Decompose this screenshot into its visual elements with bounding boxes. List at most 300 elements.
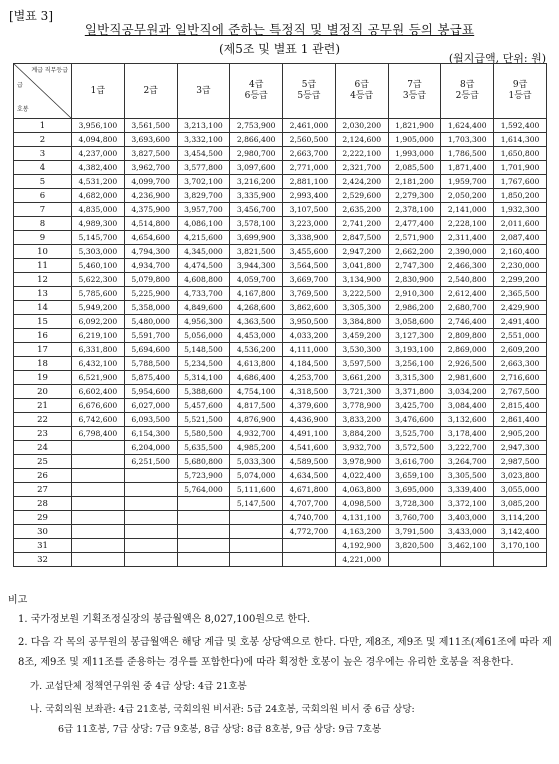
salary-cell: 3,827,500	[124, 147, 177, 161]
salary-cell: 2,529,600	[335, 189, 388, 203]
salary-cell: 2,635,200	[335, 203, 388, 217]
salary-cell: 2,910,300	[388, 287, 441, 301]
step-number-cell: 11	[14, 259, 72, 273]
salary-cell: 3,659,100	[388, 469, 441, 483]
salary-cell: 3,721,300	[335, 385, 388, 399]
salary-cell: 2,160,400	[494, 245, 547, 259]
salary-cell: 2,491,400	[494, 315, 547, 329]
salary-cell: 2,311,400	[441, 231, 494, 245]
salary-cell: 3,829,700	[177, 189, 230, 203]
column-header	[283, 64, 336, 119]
salary-cell: 3,962,700	[124, 161, 177, 175]
salary-cell: 4,956,300	[177, 315, 230, 329]
step-number-cell: 24	[14, 441, 72, 455]
salary-cell: 4,531,200	[72, 175, 125, 189]
salary-cell: 2,050,200	[441, 189, 494, 203]
step-number-cell: 21	[14, 399, 72, 413]
salary-cell: 3,455,600	[283, 245, 336, 259]
salary-cell: 2,390,000	[441, 245, 494, 259]
salary-cell: 2,947,300	[494, 441, 547, 455]
note-2-a: 가. 교섭단체 정책연구위원 중 4급 상당: 4급 21호봉	[30, 681, 247, 692]
column-header-label: 5급	[301, 80, 317, 90]
salary-cell	[72, 525, 125, 539]
salary-cell: 1,614,300	[494, 133, 547, 147]
column-header-label: 1급	[90, 85, 106, 96]
table-row	[14, 231, 547, 245]
table-row	[14, 385, 547, 399]
salary-cell: 6,154,300	[124, 427, 177, 441]
salary-cell: 2,663,700	[283, 147, 336, 161]
column-header	[72, 64, 125, 119]
salary-cell: 3,425,700	[388, 399, 441, 413]
salary-cell: 5,622,300	[72, 273, 125, 287]
table-row	[14, 203, 547, 217]
step-number-cell: 15	[14, 315, 72, 329]
note-2: 2. 다음 각 목의 공무원의 봉급월액은 해당 계급 및 호봉 상당액으로 한다. 다만, 제8조, 제9조 및 제11조(제61조에 따라 제8조, 제9조 및 제11조를 준용하는 경우를 포함한다)에 따라 획정한 호봉이 높은 경우에는 유리한 호봉을 적용한다.	[18, 637, 552, 668]
salary-cell: 2,141,000	[441, 203, 494, 217]
step-number-cell: 27	[14, 483, 72, 497]
step-number-cell: 20	[14, 385, 72, 399]
salary-cell: 2,980,700	[230, 147, 283, 161]
salary-cell: 5,111,600	[230, 483, 283, 497]
salary-cell: 3,264,700	[441, 455, 494, 469]
salary-cell: 2,540,800	[441, 273, 494, 287]
salary-cell: 4,733,700	[177, 287, 230, 301]
salary-cell: 5,056,000	[177, 329, 230, 343]
salary-cell: 4,608,800	[177, 273, 230, 287]
salary-cell: 2,222,100	[335, 147, 388, 161]
salary-cell: 3,023,800	[494, 469, 547, 483]
salary-cell	[72, 455, 125, 469]
salary-cell: 3,134,900	[335, 273, 388, 287]
salary-cell: 2,986,200	[388, 301, 441, 315]
salary-cell: 5,457,600	[177, 399, 230, 413]
salary-cell: 4,253,700	[283, 371, 336, 385]
salary-cell: 6,432,100	[72, 357, 125, 371]
salary-cell: 4,111,000	[283, 343, 336, 357]
salary-cell: 4,849,600	[177, 301, 230, 315]
salary-cell: 4,835,000	[72, 203, 125, 217]
column-header	[177, 64, 230, 119]
salary-cell: 4,221,000	[335, 553, 388, 567]
salary-cell: 3,525,700	[388, 427, 441, 441]
salary-cell: 4,022,400	[335, 469, 388, 483]
step-number-cell: 32	[14, 553, 72, 567]
table-row	[14, 483, 547, 497]
salary-cell: 6,676,600	[72, 399, 125, 413]
salary-cell: 2,809,800	[441, 329, 494, 343]
salary-cell: 4,589,500	[283, 455, 336, 469]
salary-cell	[124, 525, 177, 539]
salary-cell: 2,461,000	[283, 119, 336, 133]
salary-cell: 4,167,800	[230, 287, 283, 301]
step-number-cell: 9	[14, 231, 72, 245]
step-number-cell: 16	[14, 329, 72, 343]
salary-cell: 3,058,600	[388, 315, 441, 329]
salary-cell: 3,107,500	[283, 203, 336, 217]
step-number-cell: 17	[14, 343, 72, 357]
step-number-cell: 5	[14, 175, 72, 189]
salary-cell	[177, 539, 230, 553]
salary-cell	[283, 539, 336, 553]
salary-cell: 2,981,600	[441, 371, 494, 385]
salary-cell: 4,215,600	[177, 231, 230, 245]
salary-cell: 1,821,900	[388, 119, 441, 133]
salary-cell: 2,560,500	[283, 133, 336, 147]
salary-cell: 5,148,500	[177, 343, 230, 357]
salary-cell: 5,591,700	[124, 329, 177, 343]
salary-cell: 6,093,500	[124, 413, 177, 427]
salary-cell: 4,318,500	[283, 385, 336, 399]
salary-cell: 5,694,600	[124, 343, 177, 357]
salary-cell: 1,650,800	[494, 147, 547, 161]
salary-cell: 2,947,200	[335, 245, 388, 259]
table-row	[14, 497, 547, 511]
salary-cell: 4,934,700	[124, 259, 177, 273]
salary-cell: 4,740,700	[283, 511, 336, 525]
salary-cell: 3,833,200	[335, 413, 388, 427]
salary-cell: 5,875,400	[124, 371, 177, 385]
salary-cell	[388, 553, 441, 567]
salary-cell: 3,578,100	[230, 217, 283, 231]
table-row	[14, 441, 547, 455]
salary-cell: 2,609,200	[494, 343, 547, 357]
salary-cell: 3,384,800	[335, 315, 388, 329]
step-number-cell: 30	[14, 525, 72, 539]
step-number-cell: 18	[14, 357, 72, 371]
salary-cell: 2,716,600	[494, 371, 547, 385]
salary-cell: 2,228,100	[441, 217, 494, 231]
salary-cell: 6,602,400	[72, 385, 125, 399]
table-row	[14, 287, 547, 301]
salary-cell: 2,085,500	[388, 161, 441, 175]
salary-cell: 2,815,400	[494, 399, 547, 413]
salary-cell	[230, 539, 283, 553]
salary-cell: 5,764,000	[177, 483, 230, 497]
salary-cell: 3,597,500	[335, 357, 388, 371]
table-row	[14, 217, 547, 231]
salary-cell	[72, 483, 125, 497]
salary-cell: 3,339,400	[441, 483, 494, 497]
salary-cell: 2,866,400	[230, 133, 283, 147]
salary-cell: 4,686,400	[230, 371, 283, 385]
pay-table	[13, 63, 547, 567]
table-row	[14, 273, 547, 287]
salary-cell: 2,881,100	[283, 175, 336, 189]
salary-cell: 6,204,000	[124, 441, 177, 455]
salary-cell: 5,723,900	[177, 469, 230, 483]
salary-cell: 3,371,800	[388, 385, 441, 399]
salary-cell: 4,192,900	[335, 539, 388, 553]
salary-cell: 3,862,600	[283, 301, 336, 315]
column-header-label: 3급	[196, 85, 211, 96]
salary-cell: 3,932,700	[335, 441, 388, 455]
table-row	[14, 133, 547, 147]
column-header-label: 2등급	[455, 91, 479, 101]
salary-cell: 6,092,200	[72, 315, 125, 329]
salary-cell: 3,332,100	[177, 133, 230, 147]
column-header-label: 7급	[407, 80, 422, 90]
salary-cell	[441, 553, 494, 567]
salary-cell: 3,084,400	[441, 399, 494, 413]
table-row	[14, 301, 547, 315]
salary-cell: 4,707,700	[283, 497, 336, 511]
salary-cell: 2,747,300	[388, 259, 441, 273]
salary-cell: 2,847,500	[335, 231, 388, 245]
salary-cell: 2,662,200	[388, 245, 441, 259]
salary-cell: 4,453,000	[230, 329, 283, 343]
salary-cell: 2,905,200	[494, 427, 547, 441]
step-number-cell: 29	[14, 511, 72, 525]
note-2-b-line-2: 6급 11호봉, 7급 상당: 7급 9호봉, 8급 상당: 8급 8호봉, 9급 상당: 9급 7호봉	[58, 724, 382, 735]
salary-cell	[72, 553, 125, 567]
salary-cell: 3,085,200	[494, 497, 547, 511]
salary-cell: 3,213,100	[177, 119, 230, 133]
salary-cell: 3,616,700	[388, 455, 441, 469]
salary-cell: 3,142,400	[494, 525, 547, 539]
note-1: 1. 국가정보원 기획조정실장의 봉급월액은 8,027,100원으로 한다.	[18, 614, 311, 625]
table-row	[14, 343, 547, 357]
salary-cell: 3,055,000	[494, 483, 547, 497]
salary-cell: 4,474,500	[177, 259, 230, 273]
salary-cell: 3,978,900	[335, 455, 388, 469]
salary-cell: 6,027,000	[124, 399, 177, 413]
salary-cell: 4,654,600	[124, 231, 177, 245]
step-number-cell: 25	[14, 455, 72, 469]
salary-cell: 3,459,200	[335, 329, 388, 343]
salary-cell: 2,869,000	[441, 343, 494, 357]
salary-cell: 6,742,600	[72, 413, 125, 427]
salary-cell: 1,871,400	[441, 161, 494, 175]
salary-cell: 5,234,500	[177, 357, 230, 371]
salary-cell	[177, 497, 230, 511]
salary-cell: 1,701,900	[494, 161, 547, 175]
column-header-label: 4급	[248, 80, 264, 90]
table-row	[14, 175, 547, 189]
column-header	[124, 64, 177, 119]
salary-cell: 5,074,000	[230, 469, 283, 483]
salary-cell: 2,680,700	[441, 301, 494, 315]
salary-cell: 2,299,200	[494, 273, 547, 287]
salary-cell: 4,379,600	[283, 399, 336, 413]
salary-cell: 4,363,500	[230, 315, 283, 329]
salary-cell: 3,695,000	[388, 483, 441, 497]
salary-cell: 4,536,200	[230, 343, 283, 357]
salary-cell: 4,059,700	[230, 273, 283, 287]
salary-cell: 3,403,000	[441, 511, 494, 525]
salary-cell: 2,771,000	[283, 161, 336, 175]
column-header	[494, 64, 547, 119]
document-subtitle: (제5조 및 별표 1 관련)	[218, 42, 341, 56]
step-number-cell: 2	[14, 133, 72, 147]
column-header-label: 2급	[143, 85, 158, 96]
salary-cell: 4,375,900	[124, 203, 177, 217]
salary-cell: 1,932,300	[494, 203, 547, 217]
step-number-cell: 19	[14, 371, 72, 385]
salary-cell: 3,305,500	[441, 469, 494, 483]
salary-cell	[72, 469, 125, 483]
salary-cell: 2,466,300	[441, 259, 494, 273]
document-title: 일반직공무원과 일반직에 준하는 특정직 및 별정직 공무원 등의 봉급표	[84, 22, 475, 37]
salary-cell: 5,788,500	[124, 357, 177, 371]
salary-cell: 2,612,400	[441, 287, 494, 301]
salary-cell: 3,034,200	[441, 385, 494, 399]
pay-table-body	[14, 119, 547, 567]
salary-cell: 5,521,500	[177, 413, 230, 427]
salary-cell	[124, 553, 177, 567]
step-number-cell: 3	[14, 147, 72, 161]
salary-cell: 3,114,200	[494, 511, 547, 525]
column-header-label: 4등급	[350, 91, 374, 101]
salary-cell: 3,820,500	[388, 539, 441, 553]
salary-cell	[494, 553, 547, 567]
salary-cell: 6,521,900	[72, 371, 125, 385]
salary-cell: 5,580,500	[177, 427, 230, 441]
table-row	[14, 329, 547, 343]
table-row	[14, 413, 547, 427]
salary-cell: 5,388,600	[177, 385, 230, 399]
salary-cell: 5,033,300	[230, 455, 283, 469]
salary-cell: 2,571,900	[388, 231, 441, 245]
salary-cell: 5,460,100	[72, 259, 125, 273]
salary-cell: 3,572,500	[388, 441, 441, 455]
salary-cell: 3,699,900	[230, 231, 283, 245]
salary-cell: 1,959,700	[441, 175, 494, 189]
salary-cell: 3,769,500	[283, 287, 336, 301]
salary-cell: 2,365,500	[494, 287, 547, 301]
salary-cell: 2,124,600	[335, 133, 388, 147]
salary-cell: 2,753,900	[230, 119, 283, 133]
salary-cell: 3,256,100	[388, 357, 441, 371]
salary-cell: 4,682,000	[72, 189, 125, 203]
salary-cell	[124, 483, 177, 497]
salary-cell: 3,223,000	[283, 217, 336, 231]
step-number-cell: 7	[14, 203, 72, 217]
salary-cell: 1,993,000	[388, 147, 441, 161]
salary-cell: 3,884,200	[335, 427, 388, 441]
salary-cell: 1,905,000	[388, 133, 441, 147]
salary-cell: 4,063,800	[335, 483, 388, 497]
salary-cell: 1,767,600	[494, 175, 547, 189]
column-header-label: 1등급	[508, 91, 532, 101]
salary-cell: 3,216,200	[230, 175, 283, 189]
step-number-cell: 4	[14, 161, 72, 175]
salary-cell: 3,561,500	[124, 119, 177, 133]
salary-cell	[72, 511, 125, 525]
salary-cell: 4,541,600	[283, 441, 336, 455]
step-number-cell: 26	[14, 469, 72, 483]
step-number-cell: 14	[14, 301, 72, 315]
column-header-label: 3등급	[402, 91, 427, 101]
salary-cell: 4,436,900	[283, 413, 336, 427]
salary-cell: 5,480,000	[124, 315, 177, 329]
table-row	[14, 119, 547, 133]
salary-cell: 6,251,500	[124, 455, 177, 469]
salary-cell: 6,219,100	[72, 329, 125, 343]
salary-cell: 3,821,500	[230, 245, 283, 259]
salary-cell	[124, 469, 177, 483]
salary-cell: 4,491,100	[283, 427, 336, 441]
salary-cell: 2,861,400	[494, 413, 547, 427]
salary-cell: 1,850,200	[494, 189, 547, 203]
salary-cell: 3,178,400	[441, 427, 494, 441]
salary-cell: 3,193,100	[388, 343, 441, 357]
salary-cell: 4,033,200	[283, 329, 336, 343]
table-row	[14, 525, 547, 539]
salary-cell: 1,703,300	[441, 133, 494, 147]
salary-cell: 4,613,800	[230, 357, 283, 371]
salary-cell: 3,462,100	[441, 539, 494, 553]
step-number-cell: 8	[14, 217, 72, 231]
corner-top-label: 계급 직무등급	[31, 67, 68, 74]
salary-cell: 4,237,000	[72, 147, 125, 161]
salary-cell: 4,184,500	[283, 357, 336, 371]
salary-cell	[72, 441, 125, 455]
salary-cell: 4,985,200	[230, 441, 283, 455]
salary-cell	[177, 511, 230, 525]
salary-cell: 3,702,100	[177, 175, 230, 189]
table-row	[14, 539, 547, 553]
salary-cell: 5,314,100	[177, 371, 230, 385]
salary-cell: 4,772,700	[283, 525, 336, 539]
salary-cell	[72, 497, 125, 511]
salary-cell: 4,268,600	[230, 301, 283, 315]
table-row	[14, 511, 547, 525]
step-number-cell: 28	[14, 497, 72, 511]
salary-cell: 4,754,100	[230, 385, 283, 399]
salary-cell	[124, 539, 177, 553]
salary-cell: 3,305,300	[335, 301, 388, 315]
salary-cell: 3,778,900	[335, 399, 388, 413]
salary-cell: 3,564,500	[283, 259, 336, 273]
salary-cell: 2,181,200	[388, 175, 441, 189]
salary-cell: 2,030,200	[335, 119, 388, 133]
salary-cell: 2,767,500	[494, 385, 547, 399]
salary-cell: 3,132,600	[441, 413, 494, 427]
salary-cell: 3,530,300	[335, 343, 388, 357]
salary-cell: 3,950,500	[283, 315, 336, 329]
step-number-cell: 6	[14, 189, 72, 203]
salary-cell: 3,956,100	[72, 119, 125, 133]
note-2-b-line-1: 나. 국회의원 보좌관: 4급 21호봉, 국회의원 비서관: 5급 24호봉, 국회의원 비서 중 6급 상당:	[30, 704, 415, 715]
table-row	[14, 427, 547, 441]
salary-cell: 4,098,500	[335, 497, 388, 511]
notes-heading: 비고	[8, 595, 28, 606]
salary-cell: 3,454,500	[177, 147, 230, 161]
salary-cell: 5,303,000	[72, 245, 125, 259]
column-header	[388, 64, 441, 119]
salary-cell: 5,680,800	[177, 455, 230, 469]
salary-cell: 2,987,500	[494, 455, 547, 469]
unit-note: (월지급액, 단위: 원)	[448, 52, 546, 65]
salary-cell: 3,041,800	[335, 259, 388, 273]
column-header	[335, 64, 388, 119]
salary-cell: 3,335,900	[230, 189, 283, 203]
corner-cell	[14, 64, 72, 119]
salary-cell: 5,635,500	[177, 441, 230, 455]
step-number-cell: 31	[14, 539, 72, 553]
salary-cell: 5,358,000	[124, 301, 177, 315]
column-header-label: 6등급	[244, 91, 268, 101]
salary-cell: 4,163,200	[335, 525, 388, 539]
salary-cell	[177, 525, 230, 539]
corner-bottom-label: 호봉	[17, 106, 29, 113]
table-row	[14, 245, 547, 259]
salary-cell: 2,741,200	[335, 217, 388, 231]
salary-cell: 3,944,300	[230, 259, 283, 273]
salary-cell: 2,378,100	[388, 203, 441, 217]
salary-cell: 4,131,100	[335, 511, 388, 525]
